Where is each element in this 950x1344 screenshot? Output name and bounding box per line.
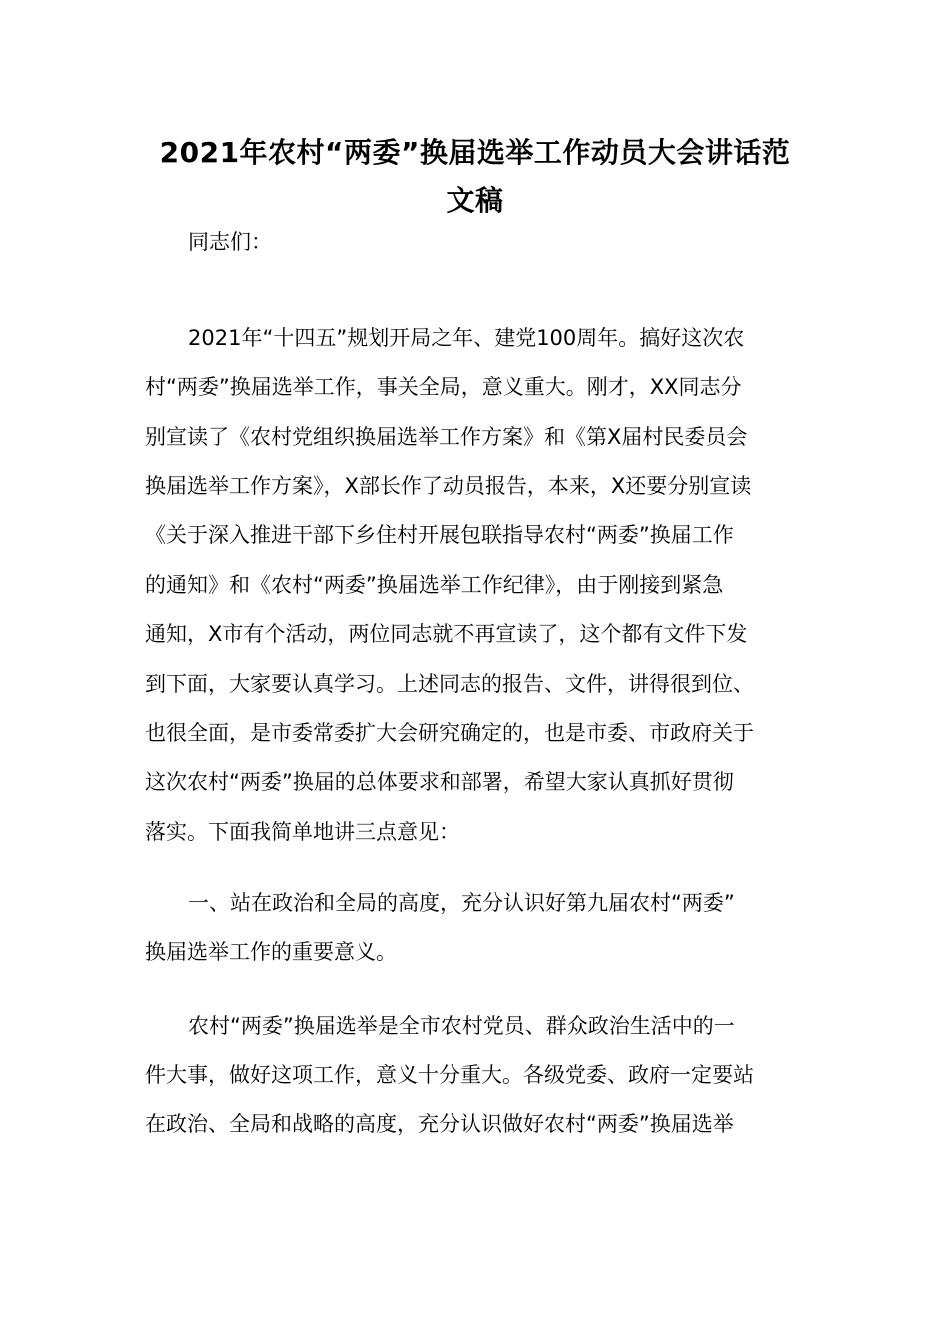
paragraph-2-line: 在政治、全局和战略的高度，充分认识做好农村“两委”换届选举 xyxy=(145,1112,734,1136)
paragraph-1-line: 的通知》和《农村“两委”换届选举工作纪律》，由于刚接到紧急 xyxy=(145,573,724,597)
document-title-line-1: 2021年农村“两委”换届选举工作动员大会讲话范 xyxy=(159,136,791,169)
paragraph-1-line: 2021年“十四五”规划开局之年、建党100周年。搞好这次农 xyxy=(188,326,745,350)
paragraph-1-line: 别宣读了《农村党组织换届选举工作方案》和《第X届村民委员会 xyxy=(145,425,748,449)
section-heading-line: 换届选举工作的重要意义。 xyxy=(145,940,397,964)
paragraph-1-line: 通知，X市有个活动，两位同志就不再宣读了，这个都有文件下发 xyxy=(145,622,748,646)
section-heading-line: 一、站在政治和全局的高度，充分认识好第九届农村“两委” xyxy=(188,891,735,915)
paragraph-1-line: 也很全面，是市委常委扩大会研究确定的，也是市委、市政府关于 xyxy=(145,721,754,745)
paragraph-1-line: 村“两委”换届选举工作，事关全局，意义重大。刚才，XX同志分 xyxy=(145,375,742,399)
paragraph-1-line: 换届选举工作方案》，X部长作了动员报告，本来，X还要分别宣读 xyxy=(145,474,752,498)
paragraph-1-line: 到下面，大家要认真学习。上述同志的报告、文件，讲得很到位、 xyxy=(145,672,754,696)
paragraph-1-line: 《关于深入推进干部下乡住村开展包联指导农村“两委”换届工作 xyxy=(145,523,734,547)
paragraph-1-line: 这次农村“两委”换届的总体要求和部署，希望大家认真抓好贯彻 xyxy=(145,770,734,794)
salutation: 同志们： xyxy=(188,230,272,254)
paragraph-2-line: 件大事，做好这项工作，意义十分重大。各级党委、政府一定要站 xyxy=(145,1063,754,1087)
paragraph-1-line: 落实。下面我简单地讲三点意见： xyxy=(145,820,460,844)
paragraph-2-line: 农村“两委”换届选举是全市农村党员、群众政治生活中的一 xyxy=(188,1014,735,1038)
document-title-line-2: 文稿 xyxy=(446,184,504,217)
